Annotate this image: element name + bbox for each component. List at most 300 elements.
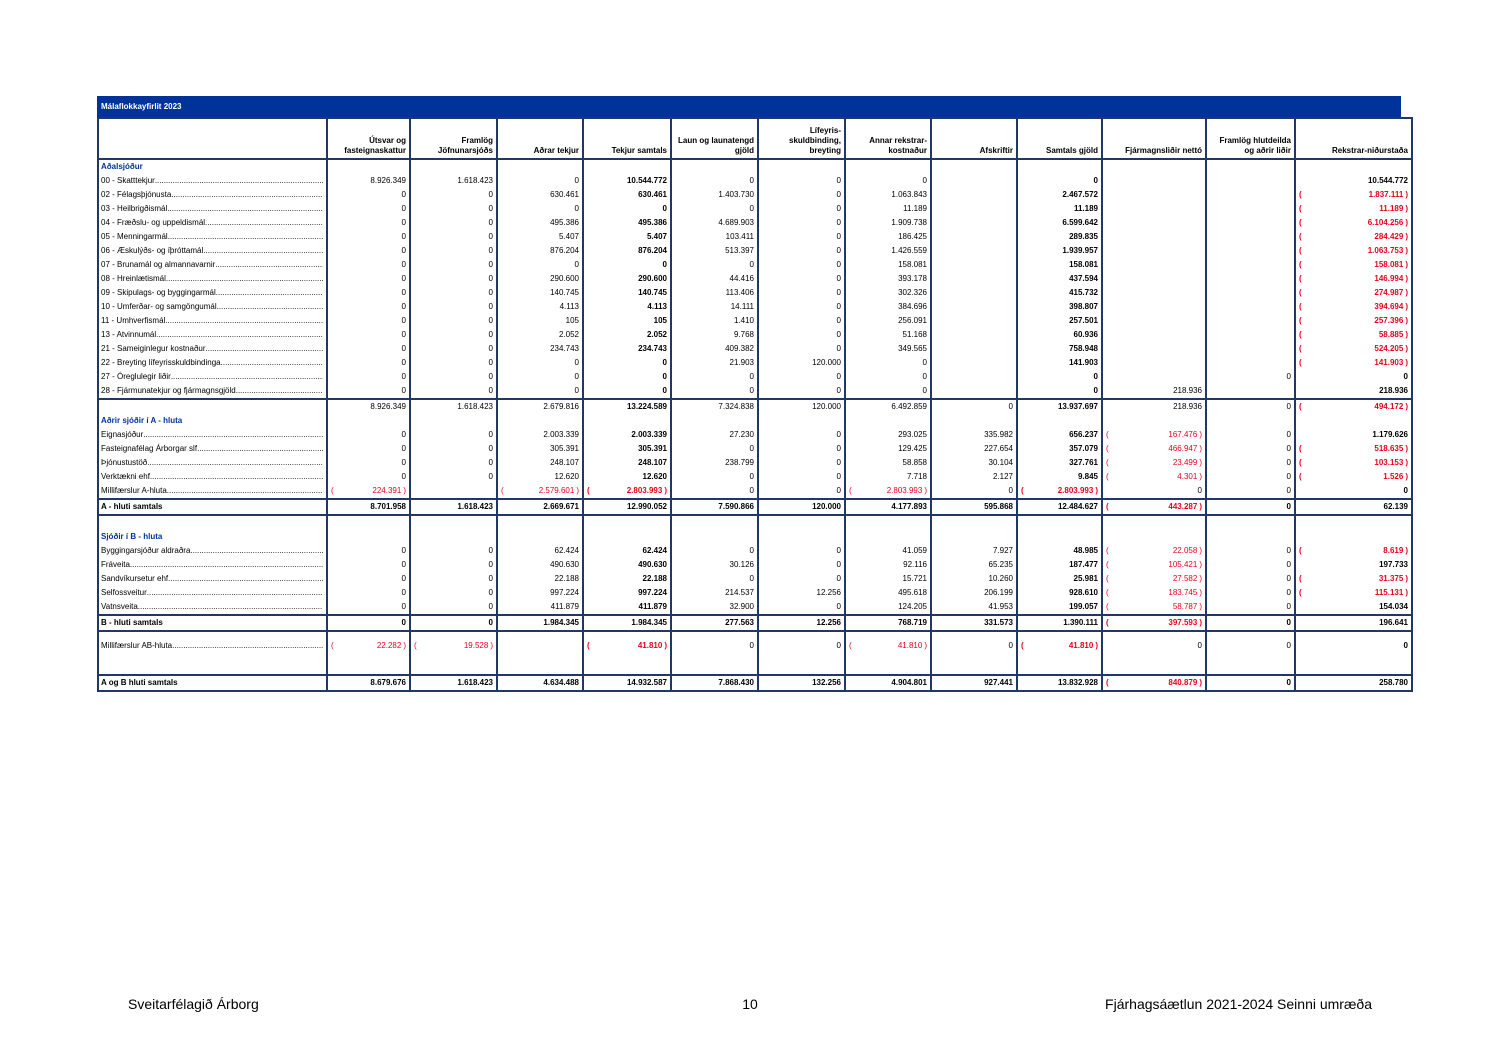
row-label	[98, 399, 327, 414]
subtotal-row	[98, 399, 1412, 414]
cell-value: 0	[758, 272, 845, 286]
cell-value: ( 524.205 )	[1295, 342, 1412, 356]
cell-value: 132.256	[758, 675, 845, 691]
row-label: 27 - Óreglulegir liðir .....	[98, 370, 327, 384]
cell-value: 0	[410, 300, 497, 314]
cell-value: 0	[327, 586, 410, 600]
column-header	[98, 118, 327, 159]
table-row	[98, 188, 1412, 202]
row-label: 04 - Fræðslu- og uppeldismál .....	[98, 216, 327, 230]
column-header: Annar rekstrar-kostnaður	[845, 118, 931, 159]
cell-value: 0	[497, 174, 583, 188]
cell-value: 398.807	[1017, 300, 1102, 314]
cell-value: 12.620	[583, 470, 671, 484]
cell-value: 331.573	[931, 615, 1017, 631]
cell-value: 248.107	[497, 456, 583, 470]
cell-value: ( 2.803.993 )	[845, 484, 931, 499]
section-label: Aðalsjóður	[98, 159, 327, 174]
table-row	[98, 631, 1412, 660]
cell-value	[931, 314, 1017, 328]
table-row	[98, 300, 1412, 314]
cell-value: 44.416	[671, 272, 758, 286]
cell-value	[1102, 300, 1206, 314]
cell-value: 0	[327, 572, 410, 586]
column-header: Tekjur samtals	[583, 118, 671, 159]
cell-value: 62.424	[497, 544, 583, 558]
cell-value: 13.832.928	[1017, 675, 1102, 691]
cell-value: 0	[410, 572, 497, 586]
cell-value: 0	[327, 428, 410, 442]
cell-value: 13.224.589	[583, 399, 671, 414]
cell-value: 257.501	[1017, 314, 1102, 328]
section-label: Aðrir sjóðir í A - hluta	[98, 414, 327, 428]
cell-value: 0	[410, 615, 497, 631]
cell-value: 327.761	[1017, 456, 1102, 470]
cell-value: ( 58.885 )	[1295, 328, 1412, 342]
cell-value: 32.900	[671, 600, 758, 615]
section-label: Sjóðir í B - hluta	[98, 530, 327, 544]
cell-value: 0	[327, 272, 410, 286]
cell-value	[1102, 286, 1206, 300]
cell-value	[1206, 188, 1295, 202]
cell-value	[1102, 174, 1206, 188]
cell-value: 62.424	[583, 544, 671, 558]
cell-value: 876.204	[497, 244, 583, 258]
cell-value: 1.410	[671, 314, 758, 328]
cell-value: 62.139	[1295, 499, 1412, 515]
cell-value: 0	[671, 370, 758, 384]
cell-value: 0	[327, 230, 410, 244]
cell-value: 495.386	[583, 216, 671, 230]
table-row	[98, 202, 1412, 216]
cell-value: 0	[327, 244, 410, 258]
cell-value: 0	[758, 314, 845, 328]
cell-value: 248.107	[583, 456, 671, 470]
cell-value	[931, 174, 1017, 188]
cell-value: 1.063.843	[845, 188, 931, 202]
cell-value: 13.937.697	[1017, 399, 1102, 414]
cell-value: 0	[758, 300, 845, 314]
cell-value: 234.743	[583, 342, 671, 356]
table-header	[98, 118, 1412, 159]
cell-value: 0	[583, 202, 671, 216]
cell-value	[931, 328, 1017, 342]
cell-value: 0	[410, 586, 497, 600]
cell-value: 0	[758, 544, 845, 558]
cell-value: 11.189	[1017, 202, 1102, 216]
cell-value	[1102, 272, 1206, 286]
cell-value: 6.599.642	[1017, 216, 1102, 230]
cell-value: 1.179.626	[1295, 428, 1412, 442]
cell-value: ( 58.787 )	[1102, 600, 1206, 615]
cell-value	[1102, 342, 1206, 356]
row-label: Fráveita .....	[98, 558, 327, 572]
cell-value: 30.126	[671, 558, 758, 572]
cell-value: 140.745	[583, 286, 671, 300]
section-header	[98, 530, 1412, 544]
cell-value: 186.425	[845, 230, 931, 244]
cell-value: 0	[410, 188, 497, 202]
cell-value	[1102, 216, 1206, 230]
cell-value: 234.743	[497, 342, 583, 356]
cell-value: 129.425	[845, 442, 931, 456]
row-label: 02 - Félagsþjónusta .....	[98, 188, 327, 202]
row-label: 03 - Heilbrigðismál .....	[98, 202, 327, 216]
cell-value: 0	[758, 286, 845, 300]
cell-value: 14.111	[671, 300, 758, 314]
cell-value: 8.926.349	[327, 399, 410, 414]
table-row	[98, 356, 1412, 370]
cell-value	[1102, 230, 1206, 244]
table-row	[98, 428, 1412, 442]
cell-value: ( 840.879 )	[1102, 675, 1206, 691]
total-row	[98, 675, 1412, 691]
cell-value: 0	[410, 286, 497, 300]
cell-value: 197.733	[1295, 558, 1412, 572]
cell-value: 1.618.423	[410, 174, 497, 188]
cell-value	[931, 342, 1017, 356]
cell-value	[931, 202, 1017, 216]
cell-value: 0	[327, 442, 410, 456]
cell-value: 290.600	[497, 272, 583, 286]
row-label: 09 - Skipulags- og byggingarmál .....	[98, 286, 327, 300]
cell-value: 2.669.671	[497, 499, 583, 515]
cell-value	[1206, 174, 1295, 188]
cell-value: 393.178	[845, 272, 931, 286]
cell-value: 0	[327, 286, 410, 300]
cell-value: 656.237	[1017, 428, 1102, 442]
table-row	[98, 600, 1412, 615]
cell-value: 4.113	[583, 300, 671, 314]
cell-value: 0	[410, 470, 497, 484]
cell-value: 0	[758, 370, 845, 384]
cell-value: 290.600	[583, 272, 671, 286]
cell-value: 0	[758, 328, 845, 342]
cell-value: 0	[758, 244, 845, 258]
cell-value: 0	[1206, 484, 1295, 499]
cell-value: 0	[1295, 484, 1412, 499]
cell-value: 227.654	[931, 442, 1017, 456]
total-row	[98, 615, 1412, 631]
cell-value: 0	[1017, 370, 1102, 384]
cell-value	[1102, 244, 1206, 258]
cell-value: 2.127	[931, 470, 1017, 484]
footer-document-title: Fjárhagsáætlun 2021-2024 Seinni umræða	[1105, 996, 1372, 1012]
cell-value: 0	[758, 188, 845, 202]
row-label: 05 - Menningarmál .....	[98, 230, 327, 244]
cell-value: 0	[758, 631, 845, 660]
cell-value: 141.903	[1017, 356, 1102, 370]
cell-value: 0	[327, 558, 410, 572]
cell-value	[931, 300, 1017, 314]
cell-value: 256.091	[845, 314, 931, 328]
cell-value	[1206, 384, 1295, 399]
cell-value: 0	[1206, 456, 1295, 470]
cell-value: 2.052	[583, 328, 671, 342]
cell-value: ( 146.994 )	[1295, 272, 1412, 286]
cell-value: 12.620	[497, 470, 583, 484]
cell-value: 65.235	[931, 558, 1017, 572]
cell-value: 105	[583, 314, 671, 328]
cell-value: 0	[497, 258, 583, 272]
table-row	[98, 558, 1412, 572]
cell-value: 21.903	[671, 356, 758, 370]
cell-value	[1102, 202, 1206, 216]
row-label: 00 - Skatttekjur .....	[98, 174, 327, 188]
cell-value: 0	[410, 384, 497, 399]
page-number: 10	[742, 996, 758, 1012]
cell-value	[931, 370, 1017, 384]
cell-value: 357.079	[1017, 442, 1102, 456]
cell-value: ( 27.582 )	[1102, 572, 1206, 586]
cell-value: 0	[931, 484, 1017, 499]
cell-value: ( 2.803.993 )	[1017, 484, 1102, 499]
cell-value: 8.926.349	[327, 174, 410, 188]
cell-value: 8.679.676	[327, 675, 410, 691]
cell-value: 0	[327, 216, 410, 230]
cell-value: ( 158.081 )	[1295, 258, 1412, 272]
table-row	[98, 216, 1412, 230]
cell-value: 9.768	[671, 328, 758, 342]
cell-value	[1206, 272, 1295, 286]
column-header: Rekstrar-niðurstaða	[1295, 118, 1412, 159]
table-row	[98, 258, 1412, 272]
total-row	[98, 499, 1412, 515]
cell-value: 0	[671, 484, 758, 499]
cell-value: 258.780	[1295, 675, 1412, 691]
cell-value: 238.799	[671, 456, 758, 470]
cell-value: 349.565	[845, 342, 931, 356]
cell-value: ( 41.810 )	[845, 631, 931, 660]
cell-value: 14.932.587	[583, 675, 671, 691]
table-row	[98, 314, 1412, 328]
cell-value	[1206, 230, 1295, 244]
cell-value: 595.868	[931, 499, 1017, 515]
cell-value	[931, 272, 1017, 286]
cell-value: ( 466.947 )	[1102, 442, 1206, 456]
cell-value: 0	[1206, 544, 1295, 558]
cell-value	[1206, 356, 1295, 370]
cell-value: ( 257.396 )	[1295, 314, 1412, 328]
section-header	[98, 159, 1412, 174]
cell-value	[1102, 258, 1206, 272]
row-label: A og B hluti samtals	[98, 675, 327, 691]
cell-value: 1.909.738	[845, 216, 931, 230]
cell-value: 1.984.345	[583, 615, 671, 631]
cell-value: 11.189	[845, 202, 931, 216]
column-header: Útsvar og fasteignaskattur	[327, 118, 410, 159]
footer-municipality: Sveitarfélagið Árborg	[128, 996, 259, 1012]
cell-value: ( 284.429 )	[1295, 230, 1412, 244]
cell-value: 0	[758, 572, 845, 586]
cell-value	[1206, 328, 1295, 342]
cell-value: 7.718	[845, 470, 931, 484]
cell-value: 7.927	[931, 544, 1017, 558]
cell-value: 0	[327, 470, 410, 484]
cell-value: ( 11.189 )	[1295, 202, 1412, 216]
cell-value: 199.057	[1017, 600, 1102, 615]
column-header: Samtals gjöld	[1017, 118, 1102, 159]
cell-value: 1.390.111	[1017, 615, 1102, 631]
row-label: Þjónustustöð .....	[98, 456, 327, 470]
cell-value: 0	[758, 258, 845, 272]
cell-value: 0	[845, 384, 931, 399]
cell-value: 60.936	[1017, 328, 1102, 342]
cell-value	[1206, 202, 1295, 216]
table-row	[98, 174, 1412, 188]
cell-value: 0	[758, 384, 845, 399]
cell-value: 41.953	[931, 600, 1017, 615]
row-label: Sandvíkursetur ehf .....	[98, 572, 327, 586]
cell-value	[1206, 258, 1295, 272]
cell-value: 120.000	[758, 399, 845, 414]
cell-value: 0	[845, 356, 931, 370]
table-row	[98, 342, 1412, 356]
column-header: Aðrar tekjur	[497, 118, 583, 159]
cell-value: 120.000	[758, 499, 845, 515]
table-row	[98, 370, 1412, 384]
cell-value: 92.116	[845, 558, 931, 572]
row-label: Byggingarsjóður aldraðra .....	[98, 544, 327, 558]
cell-value: 0	[410, 442, 497, 456]
cell-value: 158.081	[1017, 258, 1102, 272]
cell-value: 409.382	[671, 342, 758, 356]
column-header: Framlög hlutdeilda og aðrir liðir	[1206, 118, 1295, 159]
cell-value: 0	[1206, 675, 1295, 691]
table-row	[98, 230, 1412, 244]
cell-value: 0	[410, 558, 497, 572]
cell-value: 22.188	[497, 572, 583, 586]
column-header: Fjármagnsliðir nettó	[1102, 118, 1206, 159]
cell-value: 9.845	[1017, 470, 1102, 484]
row-label: Fasteignafélag Árborgar slf .....	[98, 442, 327, 456]
cell-value: 1.618.423	[410, 675, 497, 691]
cell-value: 10.260	[931, 572, 1017, 586]
cell-value: 2.467.572	[1017, 188, 1102, 202]
row-label: A - hluti samtals	[98, 499, 327, 515]
cell-value: 4.904.801	[845, 675, 931, 691]
cell-value: 0	[758, 174, 845, 188]
cell-value: ( 1.526 )	[1295, 470, 1412, 484]
cell-value: 206.199	[931, 586, 1017, 600]
cell-value: 1.403.730	[671, 188, 758, 202]
cell-value: 0	[497, 202, 583, 216]
cell-value: 154.034	[1295, 600, 1412, 615]
cell-value: 0	[758, 216, 845, 230]
cell-value: 15.721	[845, 572, 931, 586]
cell-value: 0	[671, 202, 758, 216]
column-header: Lífeyris-skuldbinding, breyting	[758, 118, 845, 159]
cell-value: 0	[845, 174, 931, 188]
row-label: 11 - Umhverfismál .....	[98, 314, 327, 328]
table-row	[98, 244, 1412, 258]
cell-value: 0	[410, 600, 497, 615]
cell-value: 0	[1206, 600, 1295, 615]
cell-value: 0	[1206, 370, 1295, 384]
cell-value: 490.630	[497, 558, 583, 572]
cell-value: 1.426.559	[845, 244, 931, 258]
cell-value: 0	[1017, 384, 1102, 399]
cell-value: 0	[410, 456, 497, 470]
cell-value: 0	[758, 342, 845, 356]
cell-value: 27.230	[671, 428, 758, 442]
cell-value: ( 183.745 )	[1102, 586, 1206, 600]
cell-value: 0	[671, 631, 758, 660]
cell-value: 1.618.423	[410, 399, 497, 414]
cell-value: ( 1.837.111 )	[1295, 188, 1412, 202]
cell-value: ( 1.063.753 )	[1295, 244, 1412, 258]
cell-value	[931, 216, 1017, 230]
row-label: Vatnsveita .....	[98, 600, 327, 615]
cell-value: 2.052	[497, 328, 583, 342]
cell-value: 0	[327, 600, 410, 615]
sheet-title: Málaflokkayfirlit 2023	[97, 96, 1401, 117]
cell-value: 630.461	[583, 188, 671, 202]
cell-value: ( 19.528 )	[410, 631, 497, 660]
cell-value: 0	[410, 356, 497, 370]
cell-value: ( 2.579.601 )	[497, 484, 583, 499]
cell-value: 22.188	[583, 572, 671, 586]
cell-value: 0	[327, 328, 410, 342]
cell-value: 0	[497, 384, 583, 399]
cell-value: ( 31.375 )	[1295, 572, 1412, 586]
cell-value: 7.324.838	[671, 399, 758, 414]
spacer-row	[98, 660, 1412, 675]
section-header	[98, 414, 1412, 428]
cell-value	[1206, 342, 1295, 356]
cell-value: 0	[410, 328, 497, 342]
cell-value: 927.441	[931, 675, 1017, 691]
cell-value: 997.224	[497, 586, 583, 600]
row-label: B - hluti samtals	[98, 615, 327, 631]
cell-value: 0	[327, 300, 410, 314]
table-row	[98, 384, 1412, 399]
cell-value: 411.879	[583, 600, 671, 615]
cell-value: 12.484.627	[1017, 499, 1102, 515]
cell-value	[931, 230, 1017, 244]
table-row	[98, 572, 1412, 586]
cell-value: 0	[1206, 631, 1295, 660]
cell-value: 928.610	[1017, 586, 1102, 600]
cell-value: 0	[410, 544, 497, 558]
cell-value: 997.224	[583, 586, 671, 600]
table-row	[98, 586, 1412, 600]
cell-value	[1206, 244, 1295, 258]
cell-value: 103.411	[671, 230, 758, 244]
row-label: 07 - Brunamál og almannavarnir .....	[98, 258, 327, 272]
row-label: 21 - Sameiginlegur kostnaður .....	[98, 342, 327, 356]
cell-value: 4.113	[497, 300, 583, 314]
cell-value: 437.594	[1017, 272, 1102, 286]
cell-value	[931, 286, 1017, 300]
cell-value: 0	[327, 188, 410, 202]
cell-value: 0	[327, 544, 410, 558]
cell-value: ( 518.635 )	[1295, 442, 1412, 456]
cell-value: 0	[327, 258, 410, 272]
cell-value: 7.590.866	[671, 499, 758, 515]
cell-value: 0	[410, 272, 497, 286]
cell-value: ( 4.301 )	[1102, 470, 1206, 484]
table-row	[98, 286, 1412, 300]
cell-value: 120.000	[758, 356, 845, 370]
cell-value	[931, 384, 1017, 399]
cell-value: ( 443.287 )	[1102, 499, 1206, 515]
cell-value	[931, 258, 1017, 272]
cell-value: 0	[583, 258, 671, 272]
cell-value: 0	[410, 202, 497, 216]
cell-value: ( 41.810 )	[583, 631, 671, 660]
cell-value: ( 224.391 )	[327, 484, 410, 499]
